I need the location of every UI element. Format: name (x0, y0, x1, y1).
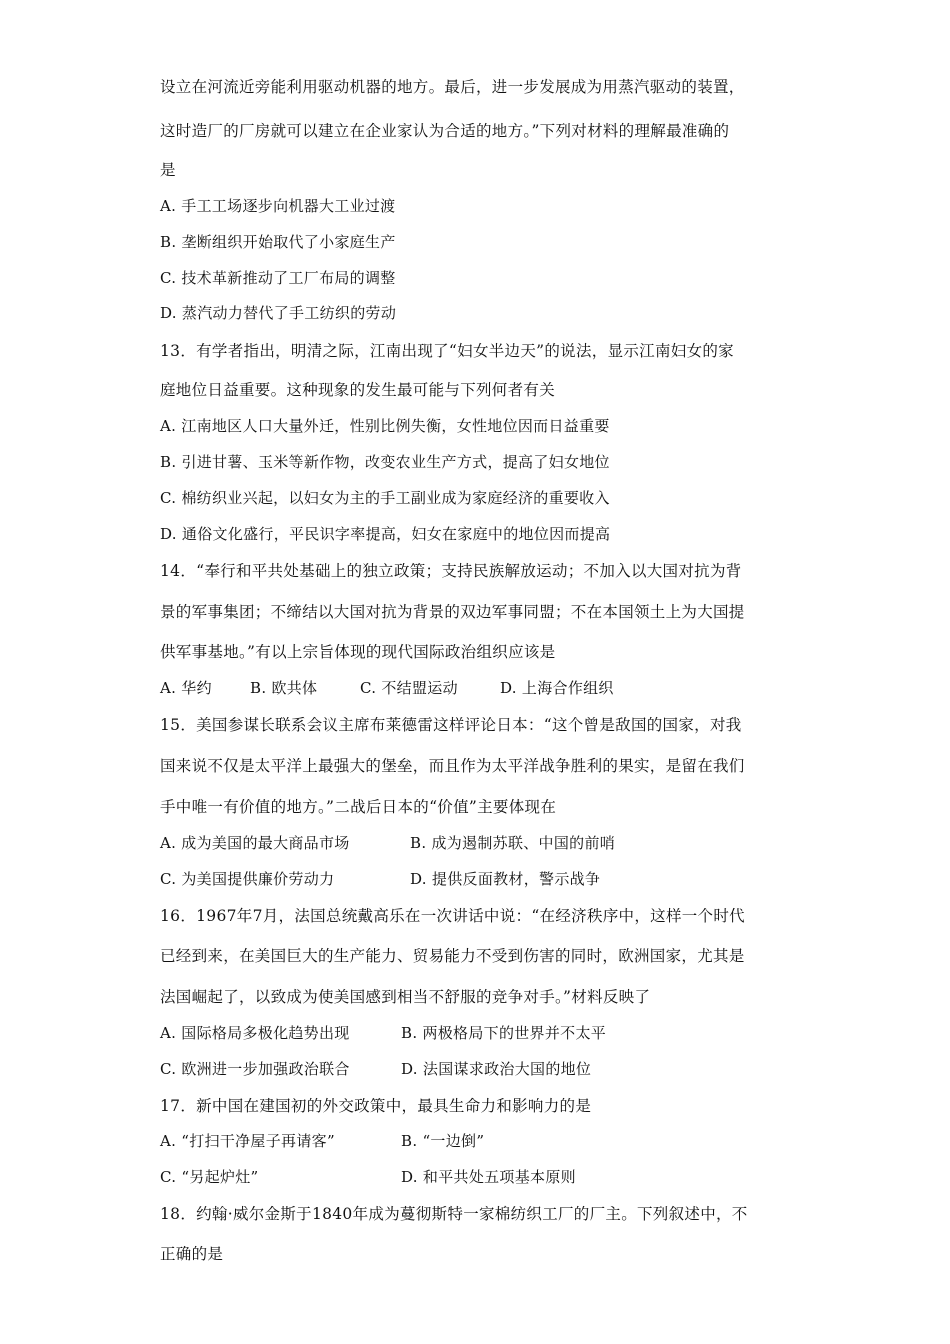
q15-option-b: B. 成为遏制苏联、中国的前哨 (410, 834, 616, 852)
q15-text-line-2: 国来说不仅是太平洋上最强大的堡垒，而且作为太平洋战争胜利的果实，是留在我们 (160, 757, 745, 775)
q14-option-b: B. 欧共体 (250, 679, 318, 697)
q12-text-line-2: 这时造厂的厂房就可以建立在企业家认为合适的地方。”下列对材料的理解最准确的 (160, 122, 730, 140)
q12-option-b: B. 垄断组织开始取代了小家庭生产 (160, 233, 396, 251)
q13-option-c: C. 棉纺织业兴起，以妇女为主的手工副业成为家庭经济的重要收入 (160, 489, 610, 507)
q14-text-line-3: 供军事基地。”有以上宗旨体现的现代国际政治组织应该是 (160, 643, 556, 661)
q14-text-line-2: 景的军事集团；不缔结以大国对抗为背景的双边军事同盟；不在本国领土上为大国提 (160, 603, 745, 621)
q15-option-c: C. 为美国提供廉价劳动力 (160, 870, 335, 888)
q12-text-line-3: 是 (160, 161, 176, 179)
q16-option-a: A. 国际格局多极化趋势出现 (160, 1024, 350, 1042)
q14-option-d: D. 上海合作组织 (500, 679, 614, 697)
q16-text-line-2: 已经到来，在美国巨大的生产能力、贸易能力不受到伤害的同时，欧洲国家，尤其是 (160, 947, 745, 965)
q13-option-a: A. 江南地区人口大量外迁，性别比例失衡，女性地位因而日益重要 (160, 417, 610, 435)
q16-text-line-3: 法国崛起了，以致成为使美国感到相当不舒服的竞争对手。”材料反映了 (160, 988, 651, 1006)
q13-text-line-2: 庭地位日益重要。这种现象的发生最可能与下列何者有关 (160, 381, 556, 399)
q17-option-c: C. “另起炉灶” (160, 1168, 259, 1186)
q17-option-b: B. “一边倒” (401, 1132, 485, 1150)
q16-option-b: B. 两极格局下的世界并不太平 (401, 1024, 607, 1042)
q17-text-line-1: 17．新中国在建国初的外交政策中，最具生命力和影响力的是 (160, 1097, 592, 1115)
q12-text-line-1: 设立在河流近旁能利用驱动机器的地方。最后，进一步发展成为用蒸汽驱动的装置， (160, 78, 745, 96)
q14-text-line-1: 14．“奉行和平共处基础上的独立政策；支持民族解放运动；不加入以大国对抗为背 (160, 562, 742, 580)
q16-option-d: D. 法国谋求政治大国的地位 (401, 1060, 592, 1078)
q16-text-line-1: 16．1967年7月，法国总统戴高乐在一次讲话中说：“在经济秩序中，这样一个时代 (160, 907, 745, 925)
q14-option-c: C. 不结盟运动 (360, 679, 458, 697)
q12-option-a: A. 手工工场逐步向机器大工业过渡 (160, 197, 396, 215)
q14-option-a: A. 华约 (160, 679, 212, 697)
q18-text-line-2: 正确的是 (160, 1245, 224, 1263)
q18-text-line-1: 18．约翰·威尔金斯于1840年成为蔓彻斯特一家棉纺织工厂的厂主。下列叙述中，不 (160, 1205, 748, 1223)
q15-option-a: A. 成为美国的最大商品市场 (160, 834, 350, 852)
q13-text-line-1: 13．有学者指出，明清之际，江南出现了“妇女半边天”的说法，显示江南妇女的家 (160, 342, 734, 360)
q13-option-d: D. 通俗文化盛行，平民识字率提高，妇女在家庭中的地位因而提高 (160, 525, 611, 543)
q15-text-line-3: 手中唯一有价值的地方。”二战后日本的“价值”主要体现在 (160, 798, 557, 816)
q13-option-b: B. 引进甘薯、玉米等新作物，改变农业生产方式，提高了妇女地位 (160, 453, 610, 471)
q15-text-line-1: 15．美国参谋长联系会议主席布莱德雷这样评论日本：“这个曾是敌国的国家，对我 (160, 716, 742, 734)
q17-option-a: A. “打扫干净屋子再请客” (160, 1132, 335, 1150)
q16-option-c: C. 欧洲进一步加强政治联合 (160, 1060, 350, 1078)
q15-option-d: D. 提供反面教材，警示战争 (410, 870, 601, 888)
q12-option-d: D. 蒸汽动力替代了手工纺织的劳动 (160, 304, 397, 322)
q12-option-c: C. 技术革新推动了工厂布局的调整 (160, 269, 396, 287)
q17-option-d: D. 和平共处五项基本原则 (401, 1168, 576, 1186)
